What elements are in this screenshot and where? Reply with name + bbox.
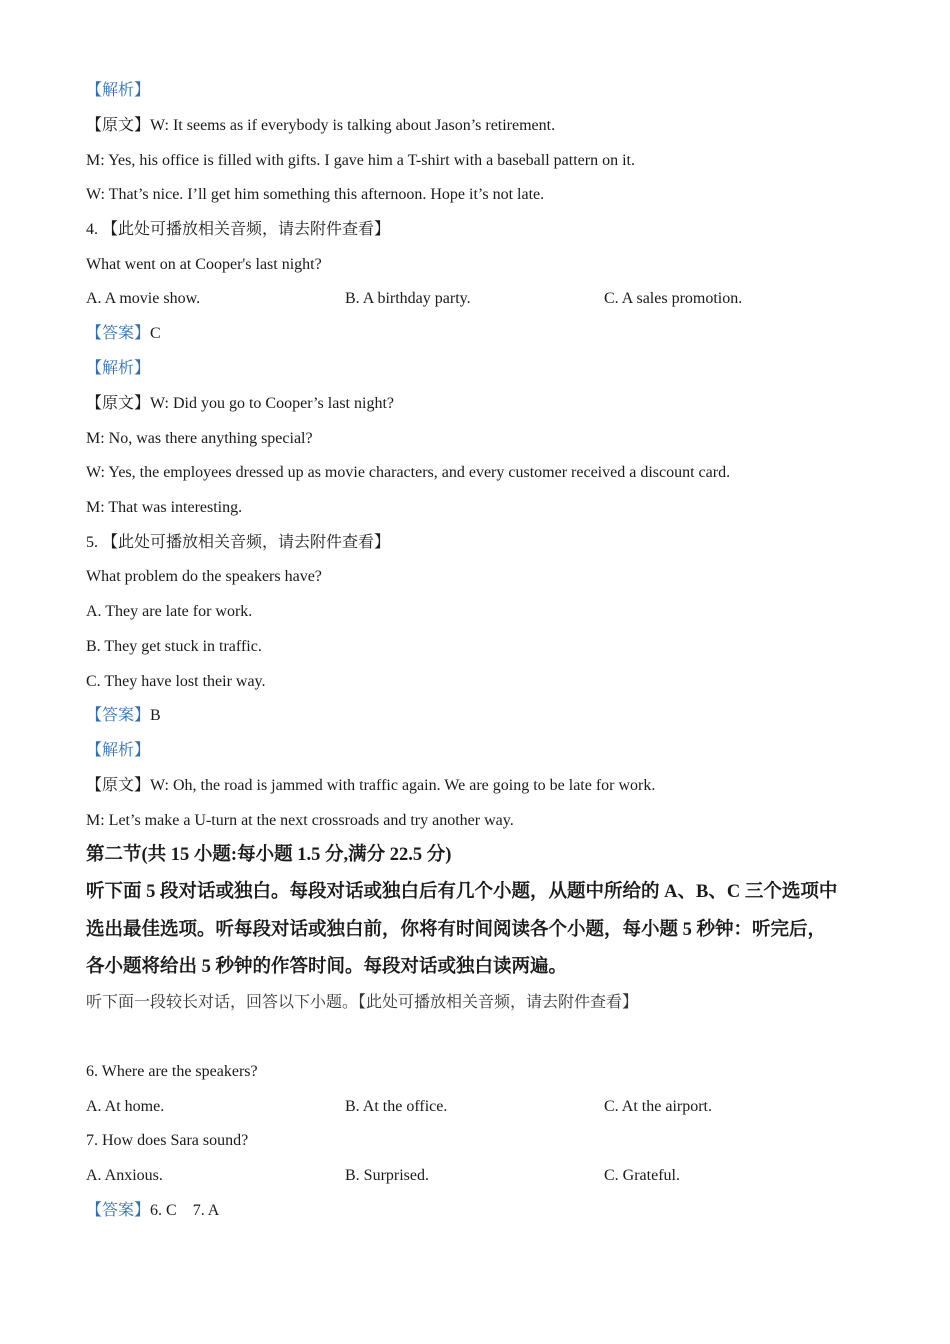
transcript-label: 【原文】 xyxy=(86,395,151,412)
section-instruction: 各小题将给出 5 秒钟的作答时间。每段对话或独白读两遍。 xyxy=(86,957,568,977)
analysis-label: 【解析】 xyxy=(86,82,151,99)
transcript-line: 【原文】W: It seems as if everybody is talking about Jason’s retirement. xyxy=(86,117,556,134)
options-row xyxy=(86,289,866,309)
question-text: What went on at Cooper's last night? xyxy=(86,256,322,273)
audio-notice: 【此处可播放相关音频，请去附件查看】 xyxy=(102,221,391,238)
transcript-label: 【原文】 xyxy=(86,117,151,134)
section-instruction: 听下面 5 段对话或独白。每段对话或独白后有几个小题，从题中所给的 A、B、C 三个选项中 xyxy=(86,882,838,902)
option-b: B. They get stuck in traffic. xyxy=(86,638,262,655)
option-a: A. A movie show. xyxy=(86,290,201,307)
option-b: B. Surprised. xyxy=(345,1167,429,1184)
transcript-line: M: That was interesting. xyxy=(86,499,243,516)
transcript-line: W: That’s nice. I’ll get him something this afternoon. Hope it’s not late. xyxy=(86,186,545,203)
answer-line: 【答案】B xyxy=(86,707,161,724)
question-header: 4. 【此处可播放相关音频，请去附件查看】 xyxy=(86,221,391,238)
audio-notice: 【此处可播放相关音频，请去附件查看】 xyxy=(358,994,639,1011)
transcript-line: M: No, was there anything special? xyxy=(86,430,313,447)
question-header: 5. 【此处可播放相关音频，请去附件查看】 xyxy=(86,534,391,551)
option-c: C. Grateful. xyxy=(604,1167,680,1184)
section-heading: 第二节(共 15 小题:每小题 1.5 分,满分 22.5 分) xyxy=(86,845,452,865)
options-row xyxy=(86,1166,866,1186)
question-text: 7. How does Sara sound? xyxy=(86,1132,249,1149)
question-text: 6. Where are the speakers? xyxy=(86,1063,258,1080)
option-a: A. Anxious. xyxy=(86,1167,163,1184)
transcript-line: M: Yes, his office is filled with gifts. I gave him a T-shirt with a baseball pattern on it. xyxy=(86,152,635,169)
answer-line: 【答案】C xyxy=(86,325,161,342)
question-text: What problem do the speakers have? xyxy=(86,568,322,585)
option-c: C. A sales promotion. xyxy=(604,290,743,307)
analysis-label: 【解析】 xyxy=(86,360,151,377)
transcript-line: W: Yes, the employees dressed up as movie characters, and every customer received a discount card. xyxy=(86,464,731,481)
options-row xyxy=(86,1097,866,1117)
audio-notice: 【此处可播放相关音频，请去附件查看】 xyxy=(102,534,391,551)
transcript-label: 【原文】 xyxy=(86,777,151,794)
transcript-line: M: Let’s make a U-turn at the next crossroads and try another way. xyxy=(86,812,514,829)
option-b: B. At the office. xyxy=(345,1098,448,1115)
option-a: A. At home. xyxy=(86,1098,165,1115)
answer-line: 【答案】6. C 7. A xyxy=(86,1202,220,1219)
transcript-line: 【原文】W: Oh, the road is jammed with traffic again. We are going to be late for work. xyxy=(86,777,656,794)
analysis-label: 【解析】 xyxy=(86,742,151,759)
option-c: C. They have lost their way. xyxy=(86,673,266,690)
answer-label: 【答案】 xyxy=(86,1202,151,1219)
option-a: A. They are late for work. xyxy=(86,603,253,620)
listen-intro: 听下面一段较长对话，回答以下小题。【此处可播放相关音频，请去附件查看】 xyxy=(86,994,639,1011)
transcript-line: 【原文】W: Did you go to Cooper’s last night? xyxy=(86,395,394,412)
section-instruction: 选出最佳选项。听每段对话或独白前，你将有时间阅读各个小题，每小题 5 秒钟：听完后， xyxy=(86,920,827,940)
answer-label: 【答案】 xyxy=(86,325,151,342)
option-c: C. At the airport. xyxy=(604,1098,712,1115)
answer-label: 【答案】 xyxy=(86,707,151,724)
option-b: B. A birthday party. xyxy=(345,290,471,307)
